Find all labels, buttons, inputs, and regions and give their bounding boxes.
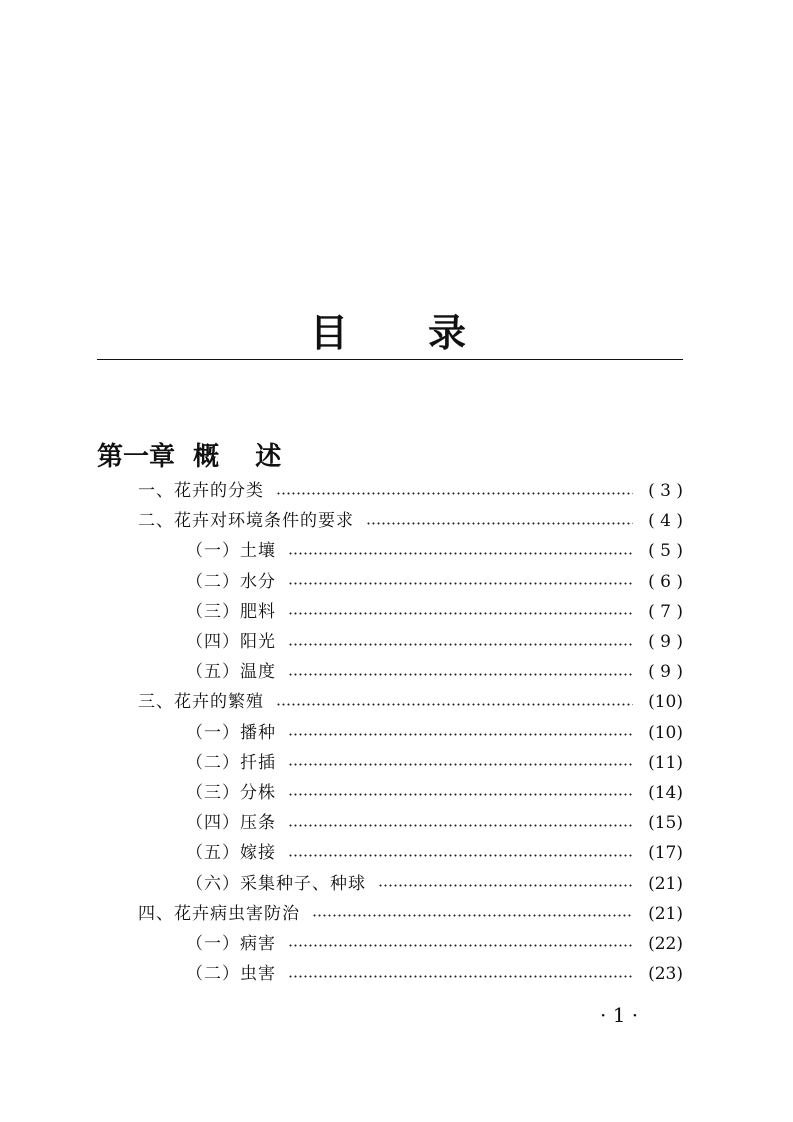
toc-entry-label: （三）肥料 (186, 601, 276, 622)
dot-leader (288, 673, 633, 676)
dot-leader (288, 793, 633, 796)
toc-entry-label: （四）阳光 (186, 632, 276, 653)
toc-entry-label: （五）温度 (186, 662, 276, 683)
dot-leader (288, 733, 633, 736)
toc-entry-label: （二）扦插 (186, 752, 276, 773)
toc-entry-label: （四）压条 (186, 813, 276, 834)
toc-entry-page: ( 7 ) (648, 601, 683, 622)
toc-entry[interactable] (0, 838, 793, 868)
toc-entry[interactable] (0, 567, 793, 597)
title-char-1: 目 (310, 311, 349, 355)
toc-entry-page: (22) (648, 933, 683, 954)
toc-entry-page: (15) (648, 813, 683, 834)
dot-leader (378, 884, 633, 887)
toc-entry-label: （五）嫁接 (186, 843, 276, 864)
toc-entry-page: ( 3 ) (648, 481, 683, 502)
title-rule (97, 359, 683, 360)
dot-leader (288, 552, 633, 555)
dot-leader (288, 944, 633, 947)
dot-leader (288, 824, 633, 827)
toc-entry-page: (21) (648, 903, 683, 924)
toc-entry-page: ( 4 ) (648, 511, 683, 532)
toc-entry-label: （六）采集种子、种球 (186, 873, 366, 894)
toc-entry-page: (21) (648, 873, 683, 894)
dot-leader (366, 522, 633, 525)
dot-leader (288, 582, 633, 585)
dot-leader (288, 854, 633, 857)
toc-entry[interactable] (0, 808, 793, 838)
toc-entry-page: (17) (648, 843, 683, 864)
page-title (0, 310, 793, 356)
dot-leader (288, 763, 633, 766)
toc-entry-label: （二）虫害 (186, 964, 276, 985)
toc-entry[interactable] (0, 687, 793, 717)
toc-entry-label: （一）病害 (186, 933, 276, 954)
toc-entry[interactable] (0, 778, 793, 808)
dot-leader (288, 643, 633, 646)
toc-entry[interactable] (0, 718, 793, 748)
toc-entry-label: （一）播种 (186, 722, 276, 743)
toc-entry-page: ( 9 ) (648, 632, 683, 653)
toc-entry[interactable] (0, 929, 793, 959)
toc-entry[interactable] (0, 959, 793, 989)
toc-entry-label: （二）水分 (186, 571, 276, 592)
toc-entry[interactable] (0, 899, 793, 929)
toc-entry-page: (10) (648, 692, 683, 713)
toc-entry-label: （一）土壤 (186, 541, 276, 562)
toc-entry-page: (10) (648, 722, 683, 743)
toc-entry-page: ( 5 ) (648, 541, 683, 562)
dot-leader (288, 612, 633, 615)
toc-list (0, 476, 793, 989)
toc-entry-label: 二、花卉对环境条件的要求 (138, 511, 354, 532)
toc-entry-page: (14) (648, 782, 683, 803)
toc-entry[interactable] (0, 506, 793, 536)
title-char-2: 录 (428, 311, 467, 355)
dot-leader (288, 975, 633, 978)
toc-entry-label: 三、花卉的繁殖 (138, 692, 264, 713)
toc-entry[interactable] (0, 536, 793, 566)
toc-entry[interactable] (0, 597, 793, 627)
dot-leader (276, 703, 633, 706)
toc-entry[interactable] (0, 748, 793, 778)
chapter-heading: 第一章 概 述 (97, 442, 282, 472)
page-number: · 1 · (600, 1003, 639, 1027)
toc-entry-page: (11) (648, 752, 683, 773)
dot-leader (312, 914, 633, 917)
toc-entry-page: ( 6 ) (648, 571, 683, 592)
toc-entry-label: （三）分株 (186, 782, 276, 803)
toc-entry-page: (23) (648, 964, 683, 985)
toc-entry-label: 四、花卉病虫害防治 (138, 903, 300, 924)
toc-entry-page: ( 9 ) (648, 662, 683, 683)
dot-leader (276, 492, 633, 495)
toc-entry[interactable] (0, 476, 793, 506)
toc-entry[interactable] (0, 657, 793, 687)
toc-entry[interactable] (0, 868, 793, 898)
toc-entry[interactable] (0, 627, 793, 657)
toc-entry-label: 一、花卉的分类 (138, 481, 264, 502)
